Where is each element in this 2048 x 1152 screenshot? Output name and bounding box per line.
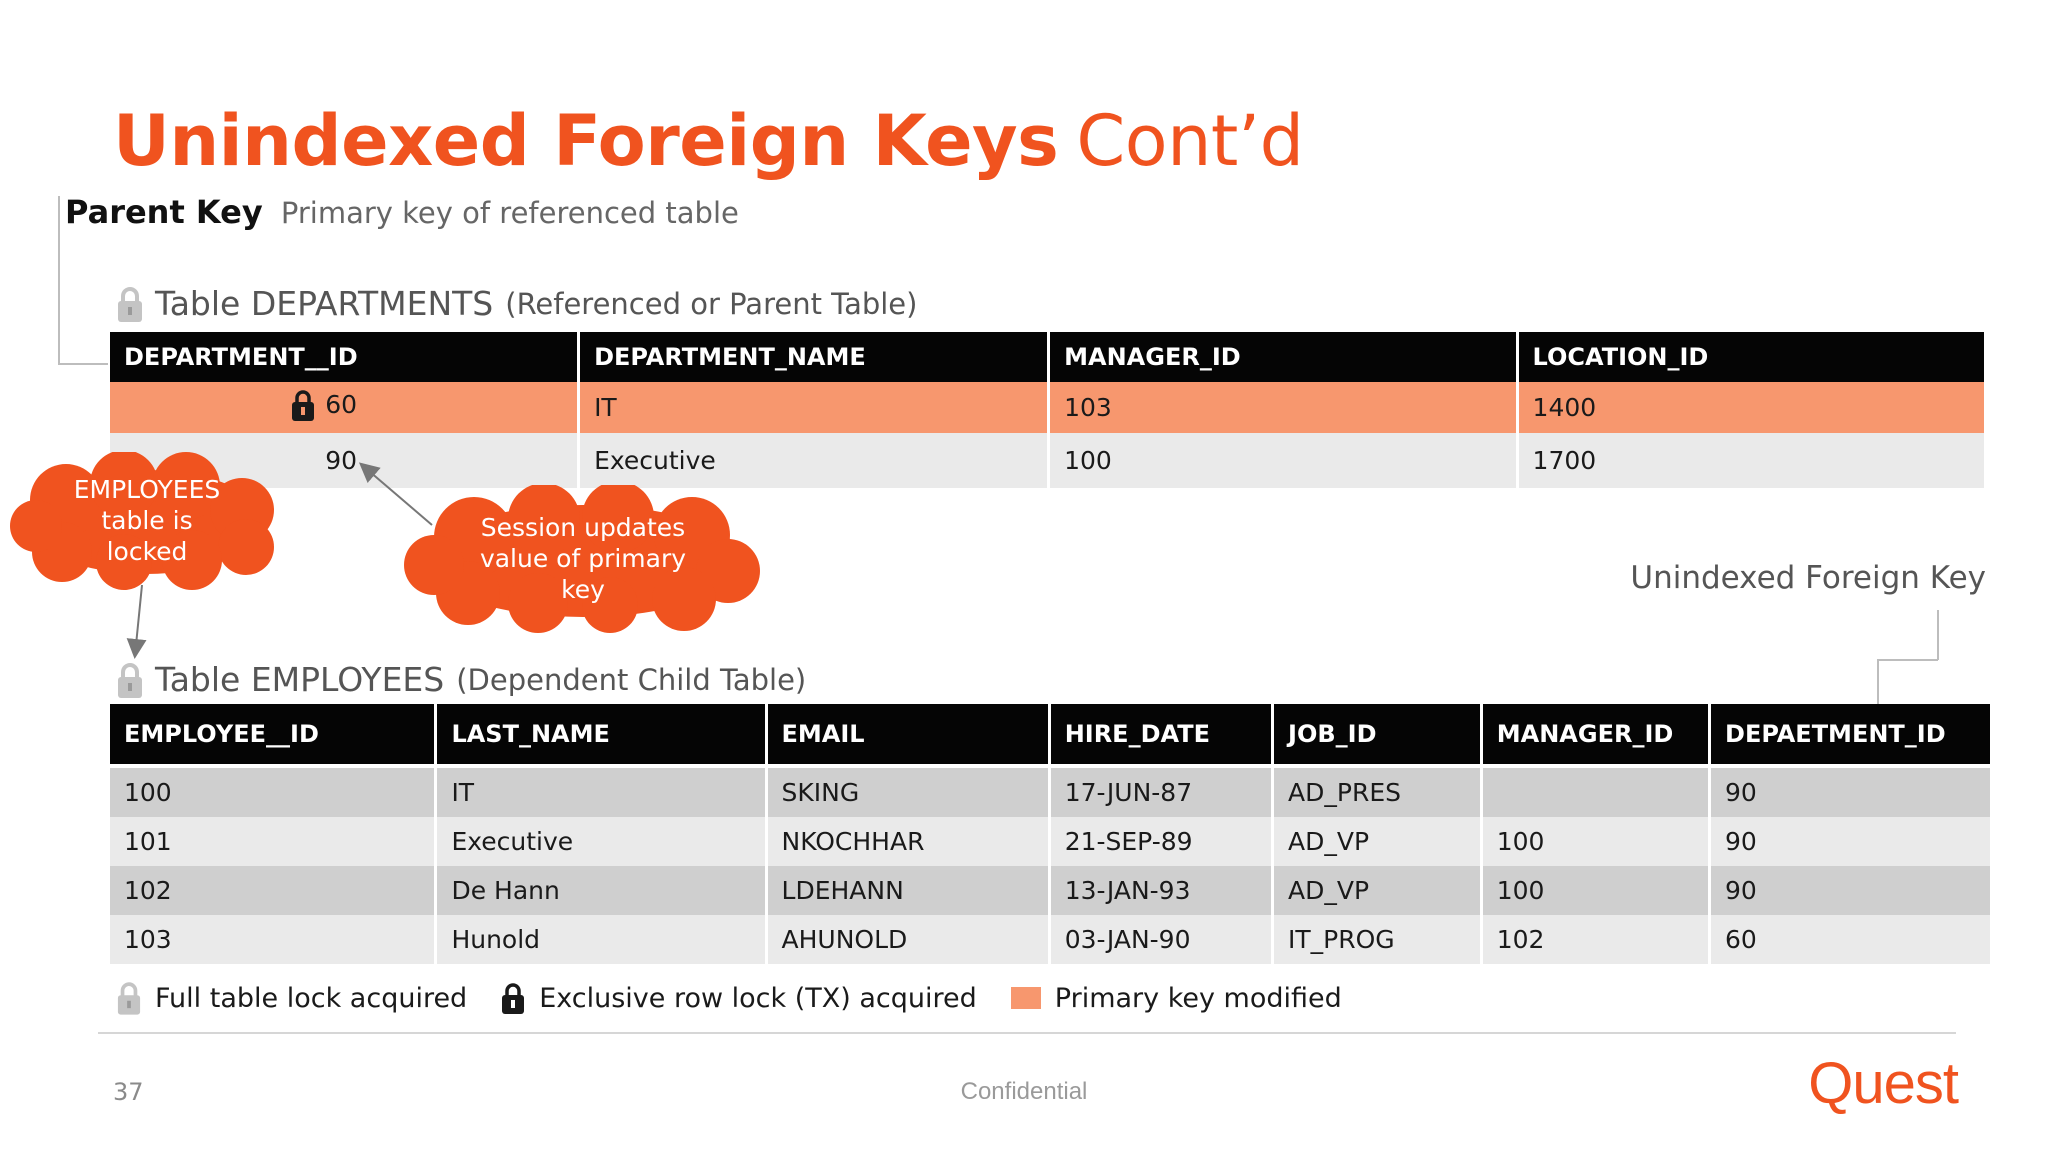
table-cell [1483,768,1708,817]
page-number: 37 [113,1078,144,1106]
column-header: EMPLOYEE__ID [110,704,434,764]
employees-table [107,704,1993,964]
employees-heading [117,658,806,702]
table-row [110,817,1990,866]
table-cell: AD_VP [1274,866,1480,915]
table-cell: 21-SEP-89 [1051,817,1271,866]
table-cell: 1400 [1519,382,1984,433]
table-cell: 102 [1483,915,1708,964]
cloud-text-session-updates: Session updates value of primary key [479,513,687,604]
table-row [110,915,1990,964]
table-cell: 101 [110,817,434,866]
row-lock-icon [501,981,525,1015]
legend-label: Full table lock acquired [155,982,468,1014]
column-header: MANAGER_ID [1483,704,1708,764]
legend [117,980,1376,1016]
column-header: LOCATION_ID [1519,332,1984,382]
full-lock-icon [117,661,143,699]
parent-key-label: Parent Key [65,193,263,231]
table-cell: LDEHANN [768,866,1048,915]
column-header: MANAGER_ID [1050,332,1515,382]
table-row [110,768,1990,817]
table-cell: Executive [437,817,764,866]
table-cell: 13-JAN-93 [1051,866,1271,915]
departments-heading-title: Table DEPARTMENTS [155,284,494,323]
connector-line [1937,610,1939,660]
table-cell: 100 [1483,817,1708,866]
column-header: JOB_ID [1274,704,1480,764]
unindexed-foreign-key-label: Unindexed Foreign Key [1630,560,1986,596]
table-cell: NKOCHHAR [768,817,1048,866]
highlight-swatch [1011,987,1041,1009]
confidential-label: Confidential [960,1078,1088,1105]
title-light: Cont’d [1076,100,1304,182]
parent-key-description: Primary key of referenced table [280,196,739,230]
legend-item-pk-modified [1011,983,1342,1014]
table-cell: 90 [1711,866,1990,915]
table-cell: IT [437,768,764,817]
arrow-to-employees [135,585,142,655]
table-cell: AD_VP [1274,817,1480,866]
cloud-text-employees-locked: EMPLOYEES table is locked [73,475,221,566]
table-cell: AD_PRES [1274,768,1480,817]
cell-value: 60 [325,390,358,419]
table-cell: 90 [110,433,577,488]
table-cell: SKING [768,768,1048,817]
column-header: DEPARTMENT_NAME [580,332,1047,382]
legend-label: Exclusive row lock (TX) acquired [539,982,977,1014]
table-cell: Hunold [437,915,764,964]
table-cell: 103 [1050,382,1515,433]
column-header: DEPARTMENT__ID [110,332,577,382]
footer-divider [98,1032,1956,1034]
full-lock-icon [117,980,141,1016]
table-cell: IT_PROG [1274,915,1480,964]
table-cell: 100 [110,768,434,817]
column-header: LAST_NAME [437,704,764,764]
table-cell: 1700 [1519,433,1984,488]
table-cell: 17-JUN-87 [1051,768,1271,817]
employees-heading-note: (Dependent Child Table) [456,663,807,697]
table-cell: 90 [1711,768,1990,817]
table-cell: 90 [1711,817,1990,866]
table-cell: Executive [580,433,1047,488]
column-header: HIRE_DATE [1051,704,1271,764]
title-bold: Unindexed Foreign Keys [113,100,1059,182]
column-header: DEPAETMENT_ID [1711,704,1990,764]
departments-heading-note: (Referenced or Parent Table) [505,287,918,321]
table-cell: 100 [1483,866,1708,915]
legend-item-full-lock [117,980,467,1016]
employees-heading-title: Table EMPLOYEES [155,660,445,699]
column-header: EMAIL [768,704,1048,764]
connector-line [1878,659,1938,661]
legend-item-row-lock [501,981,977,1015]
table-cell: IT [580,382,1047,433]
legend-label: Primary key modified [1054,982,1342,1014]
quest-logo: Quest [1808,1051,1958,1116]
table-cell: AHUNOLD [768,915,1048,964]
table-cell: 102 [110,866,434,915]
table-cell: 100 [1050,433,1515,488]
connector-line [1877,659,1879,705]
table-cell: 03-JAN-90 [1051,915,1271,964]
table-cell: De Hann [437,866,764,915]
table-cell: 103 [110,915,434,964]
table-cell: 60 [1711,915,1990,964]
table-row [110,866,1990,915]
table-header-row [110,704,1990,764]
